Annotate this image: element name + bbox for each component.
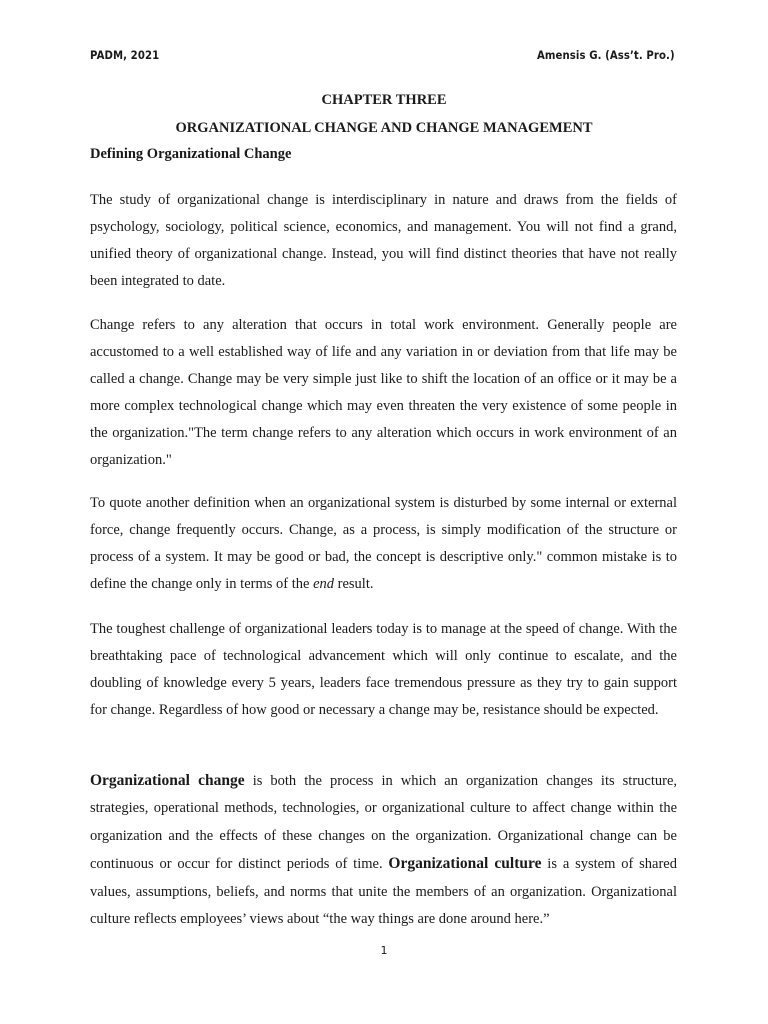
running-header-left: PADM, 2021 [90,48,160,62]
paragraph-5-text-1: is both the process in which an organization changes its structure, strategies, operational methods, technologies, or organizational culture to affect change within the organization and the effects of these changes on the organization. Organizational change can be continuous or occur for distinct periods of time. [90,773,678,873]
paragraph-4: The toughest challenge of organizational leaders today is to manage at the speed of change. With the breathtaking pace of technological advancement which will only continue to escalate, and the doubling of knowledge every 5 years, leaders face tremendous pressure as they try to gain support for change. Regardless of how good or necessary a change may be, resistance should be expected. [90,621,677,718]
emphasis-end: end [313,576,335,592]
paragraph-3-text: To quote another definition when an organizational system is disturbed by some internal or external force, change frequently occurs. Change, as a process, is simply modification of the structure or process of a system. It may be good or bad, the concept is descriptive only." common mistake is to define the change only in terms of the [90,495,677,592]
paragraph-2: Change refers to any alteration that occurs in total work environment. Generally people are accustomed to a well established way of life and any variation in or deviation from that life may be called a change. Change may be very simple just like to shift the location of an office or it may be a more complex technological change which may even threaten the very existence of some people in the organization."The term change refers to any alteration which occurs in work environment of an organization." [90,317,677,468]
term-organizational-change: Organizational change [90,772,245,789]
term-organizational-culture: Organizational culture [388,855,542,873]
paragraph-5 [90,767,677,933]
paragraph-5-text-2: is a system of shared values, assumptions, beliefs, and norms that unite the members of an organization. Organizational culture reflects employees’ views about “the way things are done around here.” [90,856,677,928]
chapter-title: ORGANIZATIONAL CHANGE AND CHANGE MANAGEMENT [175,120,593,136]
paragraph-3 [90,490,677,598]
page-number: 1 [380,944,388,957]
running-header-right: Amensis G. (Ass’t. Pro.) [537,48,675,62]
paragraph-3-tail: result. [334,576,374,592]
paragraph-1: The study of organizational change is interdisciplinary in nature and draws from the fields of psychology, sociology, political science, economics, and management. You will not find a grand, unified theory of organizational change. Instead, you will find distinct theories that have not really been integrated to date. [90,192,677,289]
chapter-number: CHAPTER THREE [321,92,447,108]
section-heading: Defining Organizational Change [90,146,292,162]
